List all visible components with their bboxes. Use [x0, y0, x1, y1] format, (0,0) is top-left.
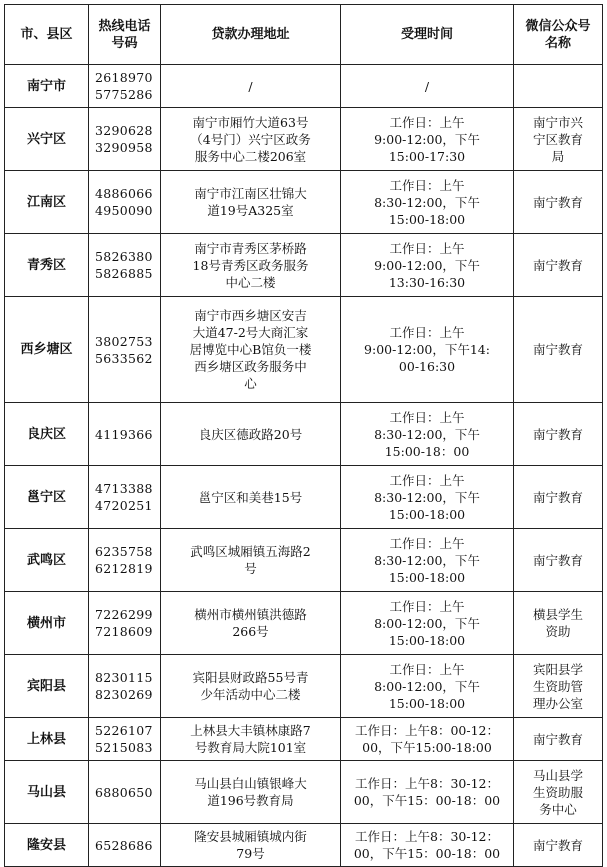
- wechat-cell: 南宁教育: [514, 466, 603, 529]
- header-region: 市、县区: [5, 5, 89, 65]
- hotline-cell: 4713388 4720251: [89, 466, 161, 529]
- hotline-cell: 2618970 5775286: [89, 65, 161, 108]
- hours-cell: 工作日：上午 8:00-12:00，下午 15:00-18:00: [341, 592, 514, 655]
- hotline-cell: 6235758 6212819: [89, 529, 161, 592]
- hotline-cell: 3802753 5633562: [89, 297, 161, 403]
- table-row: [5, 65, 603, 108]
- wechat-cell: 横县学生 资助: [514, 592, 603, 655]
- hours-cell: 工作日：上午 8:30-12:00，下午 15:00-18:00: [341, 529, 514, 592]
- table-row: [5, 529, 603, 592]
- region-cell: 西乡塘区: [5, 297, 89, 403]
- table-row: [5, 403, 603, 466]
- wechat-cell: 宾阳县学 生资助管 理办公室: [514, 655, 603, 718]
- wechat-cell: 南宁教育: [514, 297, 603, 403]
- table-row: [5, 592, 603, 655]
- hours-cell: 工作日：上午 9:00-12:00，下午 15:00-17:30: [341, 108, 514, 171]
- hours-cell: 工作日：上午8：30-12： 00，下午15：00-18：00: [341, 761, 514, 824]
- region-cell: 隆安县: [5, 824, 89, 867]
- hours-cell: 工作日：上午 8:30-12:00，下午 15:00-18：00: [341, 403, 514, 466]
- table-row: [5, 234, 603, 297]
- address-cell: 邕宁区和美巷15号: [161, 466, 341, 529]
- table-row: [5, 655, 603, 718]
- address-cell: 良庆区德政路20号: [161, 403, 341, 466]
- region-cell: 马山县: [5, 761, 89, 824]
- region-cell: 宾阳县: [5, 655, 89, 718]
- header-address: 贷款办理地址: [161, 5, 341, 65]
- address-cell: 横州市横州镇洪德路 266号: [161, 592, 341, 655]
- table-row: [5, 297, 603, 403]
- hours-cell: /: [341, 65, 514, 108]
- address-cell: 马山县白山镇银峰大 道196号教育局: [161, 761, 341, 824]
- region-cell: 南宁市: [5, 65, 89, 108]
- table-row: [5, 108, 603, 171]
- hours-cell: 工作日：上午 8:30-12:00，下午 15:00-18:00: [341, 171, 514, 234]
- hours-cell: 工作日：上午 9:00-12:00，下午 13:30-16:30: [341, 234, 514, 297]
- wechat-cell: 南宁教育: [514, 403, 603, 466]
- region-cell: 武鸣区: [5, 529, 89, 592]
- hotline-cell: 5826380 5826885: [89, 234, 161, 297]
- wechat-cell: 南宁市兴 宁区教育 局: [514, 108, 603, 171]
- wechat-cell: 马山县学 生资助服 务中心: [514, 761, 603, 824]
- region-cell: 良庆区: [5, 403, 89, 466]
- hours-cell: 工作日：上午 8:00-12:00，下午 15:00-18:00: [341, 655, 514, 718]
- region-cell: 江南区: [5, 171, 89, 234]
- hotline-cell: 8230115 8230269: [89, 655, 161, 718]
- hours-cell: 工作日：上午8：00-12： 00，下午15:00-18:00: [341, 718, 514, 761]
- address-cell: 南宁市江南区壮锦大 道19号A325室: [161, 171, 341, 234]
- address-cell: 南宁市西乡塘区安吉 大道47-2号大商汇家 居博览中心B馆负一楼 西乡塘区政务服务中 心: [161, 297, 341, 403]
- address-cell: 上林县大丰镇林康路7 号教育局大院101室: [161, 718, 341, 761]
- loan-office-table: [4, 4, 603, 867]
- address-cell: 隆安县城厢镇城内街 79号: [161, 824, 341, 867]
- address-cell: 宾阳县财政路55号青 少年活动中心二楼: [161, 655, 341, 718]
- hotline-cell: 3290628 3290958: [89, 108, 161, 171]
- table-row: [5, 171, 603, 234]
- wechat-cell: 南宁教育: [514, 529, 603, 592]
- address-cell: /: [161, 65, 341, 108]
- address-cell: 南宁市青秀区茅桥路 18号青秀区政务服务 中心二楼: [161, 234, 341, 297]
- hotline-cell: 4886066 4950090: [89, 171, 161, 234]
- hotline-cell: 5226107 5215083: [89, 718, 161, 761]
- header-hours: 受理时间: [341, 5, 514, 65]
- address-cell: 南宁市厢竹大道63号 （4号门）兴宁区政务 服务中心二楼206室: [161, 108, 341, 171]
- header-wechat: 微信公众号 名称: [514, 5, 603, 65]
- region-cell: 兴宁区: [5, 108, 89, 171]
- wechat-cell: 南宁教育: [514, 824, 603, 867]
- region-cell: 青秀区: [5, 234, 89, 297]
- table-row: [5, 824, 603, 867]
- region-cell: 上林县: [5, 718, 89, 761]
- hours-cell: 工作日：上午 9:00-12:00，下午14: 00-16:30: [341, 297, 514, 403]
- table-row: [5, 466, 603, 529]
- hotline-cell: 4119366: [89, 403, 161, 466]
- header-hotline: 热线电话 号码: [89, 5, 161, 65]
- wechat-cell: 南宁教育: [514, 718, 603, 761]
- hours-cell: 工作日：上午 8:30-12:00，下午 15:00-18:00: [341, 466, 514, 529]
- region-cell: 横州市: [5, 592, 89, 655]
- table-row: [5, 761, 603, 824]
- table-row: [5, 718, 603, 761]
- hotline-cell: 7226299 7218609: [89, 592, 161, 655]
- hours-cell: 工作日：上午8：30-12： 00，下午15：00-18：00: [341, 824, 514, 867]
- wechat-cell: 南宁教育: [514, 234, 603, 297]
- region-cell: 邕宁区: [5, 466, 89, 529]
- wechat-cell: [514, 65, 603, 108]
- wechat-cell: 南宁教育: [514, 171, 603, 234]
- table-header-row: [5, 5, 603, 65]
- hotline-cell: 6528686: [89, 824, 161, 867]
- hotline-cell: 6880650: [89, 761, 161, 824]
- address-cell: 武鸣区城厢镇五海路2 号: [161, 529, 341, 592]
